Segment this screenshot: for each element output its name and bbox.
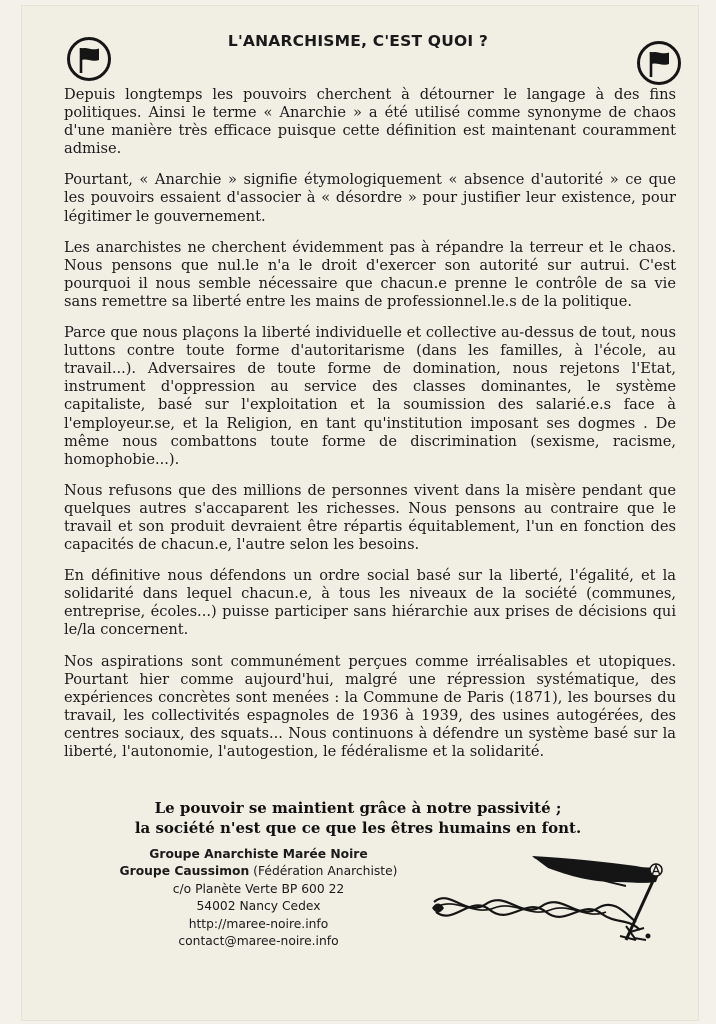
paragraph: Depuis longtemps les pouvoirs cherchent à détourner le langage à des fins politiques. Ainsi le terme « Anarchie » a été utilisé comme synonyme de chaos d'une manière très efficace puisque cette définition est maintenant couramment admise. <box>64 86 676 158</box>
group-name: Groupe Caussimon <box>119 864 250 879</box>
group-name: Groupe Anarchiste Marée Noire <box>149 847 368 861</box>
address-line: c/o Planète Verte BP 600 22 <box>172 881 345 896</box>
page-title: L'ANARCHISME, C'EST QUOI ? <box>227 32 489 50</box>
paragraph: Parce que nous plaçons la liberté individuelle et collective au-dessus de tout, nous luttons contre toute forme d'autoritarisme (dans les familles, à l'école, au travail...). Adversaires de toute forme de domination, nous rejetons l'Etat, instrument d'oppression au service des classes dominantes, le système capitaliste, basé sur l'exploitation et la soumission des salarié.e.s face à l'employeur.se, et la Religion, en tant qu'institution imposant ses dogmes . De même nous combattons toute forme de discrimination (sexisme, racisme, homophobie...). <box>64 324 676 468</box>
body-text <box>64 86 676 774</box>
group-affiliation: (Fédération Anarchiste) <box>249 864 398 879</box>
waving-anarchist-flag-illustration <box>430 848 678 944</box>
paragraph: Nos aspirations sont communément perçues comme irréalisables et utopiques. Pourtant hier comme aujourd'hui, malgré une répression systématique, des expériences concrètes sont menées : la Commune de Paris (1871), les bourses du travail, les collectivités espagnoles de 1936 à 1939, des usines autogérées, des centres sociaux, des squats... Nous continuons à défendre un système basé sur la liberté, l'autonomie, l'autogestion, le fédéralisme et la solidarité. <box>64 652 676 760</box>
motto-line: la société n'est que ce que les êtres humains en font. <box>134 819 582 837</box>
contact-block <box>86 846 431 950</box>
website-link[interactable]: http://maree-noire.info <box>188 916 329 931</box>
address-line: 54002 Nancy Cedex <box>196 899 321 914</box>
motto-line: Le pouvoir se maintient grâce à notre passivité ; <box>154 799 562 817</box>
paragraph: En définitive nous défendons un ordre social basé sur la liberté, l'égalité, et la solidarité dans lequel chacun.e, à tous les niveaux de la société (communes, entreprise, écoles...) puisse participer sans hiérarchie aux prises de décisions qui le/la concernent. <box>64 567 676 639</box>
email-link[interactable]: contact@maree-noire.info <box>178 934 339 949</box>
motto <box>0 798 716 838</box>
paragraph: Nous refusons que des millions de personnes vivent dans la misère pendant que quelques autres s'accaparent les richesses. Nous pensons au contraire que le travail et son produit devraient être répartis équitablement, l'un en fonction des capacités de chacun.e, l'autre selon les besoins. <box>64 481 676 554</box>
paragraph: Les anarchistes ne cherchent évidemment pas à répandre la terreur et le chaos. Nous pensons que nul.le n'a le droit d'exercer son autorité sur autrui. C'est pourquoi il nous semble nécessaire que chacun.e prenne le contrôle de sa vie sans remettre sa liberté entre les mains de professionnel.le.s de la politique. <box>64 238 676 310</box>
paragraph: Pourtant, « Anarchie » signifie étymologiquement « absence d'autorité » ce que les pouvoirs essaient d'associer à « désordre » pour justifier leur existence, pour légitimer le gouvernement. <box>64 171 676 225</box>
group-line <box>86 863 431 880</box>
